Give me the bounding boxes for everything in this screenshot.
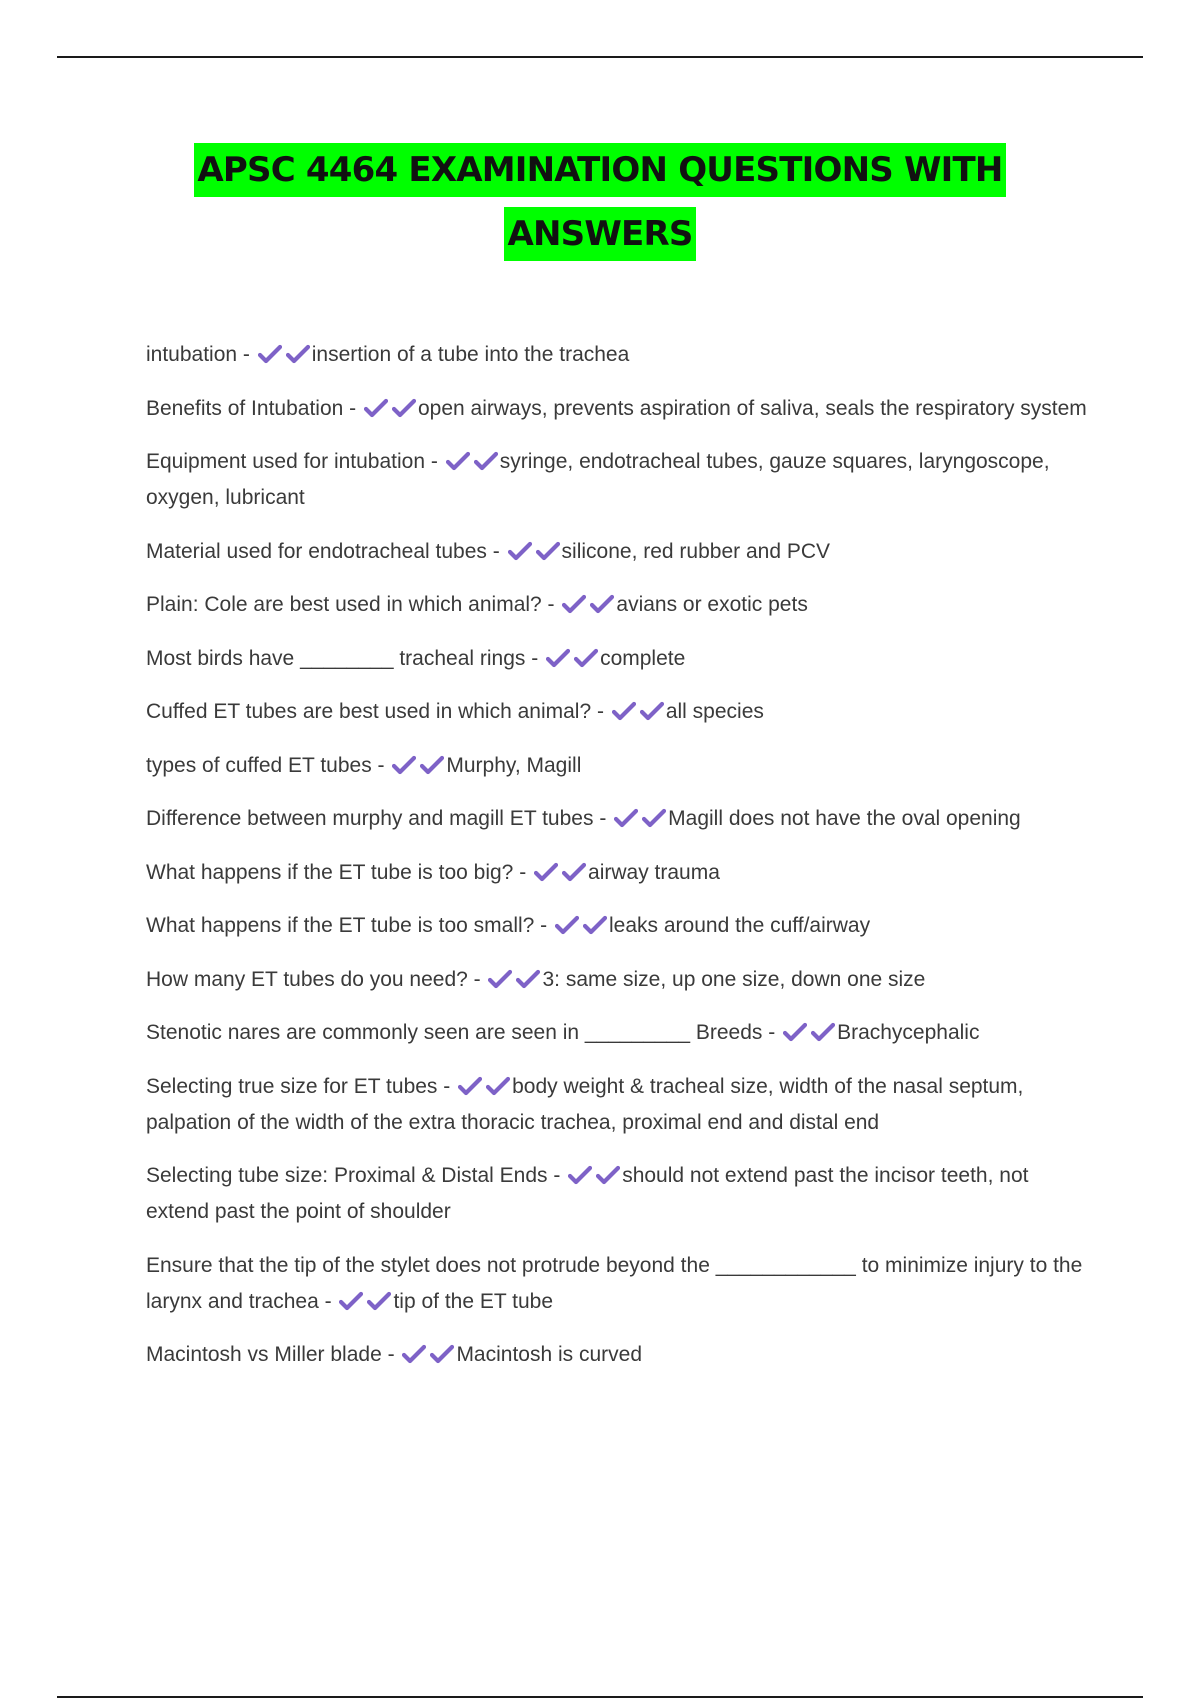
check-mark-icon <box>612 701 638 721</box>
question-text: Cuffed ET tubes are best used in which animal? <box>146 700 592 723</box>
check-mark-icon <box>392 755 418 775</box>
check-mark-icon <box>642 808 668 828</box>
separator: - <box>541 593 561 616</box>
question-text: types of cuffed ET tubes <box>146 753 372 777</box>
question-text: Difference between murphy and magill ET tubes <box>146 807 594 830</box>
check-mark-icon <box>568 1165 594 1185</box>
question-text: How many ET tubes do you need? <box>146 967 468 991</box>
separator: - <box>467 967 487 991</box>
qa-item <box>146 908 1096 944</box>
check-mark-icon <box>420 755 446 775</box>
answer-text: all species <box>665 700 764 723</box>
question-text: Benefits of Intubation <box>146 396 344 420</box>
check-mark-icon <box>458 1076 484 1096</box>
question-text: Ensure that the tip of the stylet does not protrude beyond the ____________ to minimize injury to the larynx and trachea <box>146 1253 1083 1313</box>
answer-text: complete <box>600 646 686 670</box>
check-mark-icon <box>534 862 560 882</box>
question-text: What happens if the ET tube is too big? <box>146 860 514 884</box>
qa-item <box>146 641 1096 677</box>
check-mark-icon <box>258 344 284 364</box>
check-mark-icon <box>339 1291 365 1311</box>
answer-text: avians or exotic pets <box>616 593 808 616</box>
question-text: Material used for endotracheal tubes <box>146 539 487 563</box>
qa-item <box>146 1015 1096 1051</box>
separator: - <box>534 914 553 937</box>
check-mark-icon <box>583 915 609 935</box>
qa-item <box>146 801 1096 837</box>
answer-text: Macintosh is curved <box>456 1343 643 1366</box>
check-mark-icon <box>574 648 600 668</box>
answer-text: tip of the ET tube <box>393 1289 554 1313</box>
check-mark-icon <box>367 1291 393 1311</box>
check-mark-icon <box>392 398 418 418</box>
check-mark-icon <box>555 915 581 935</box>
check-mark-icon <box>516 969 542 989</box>
answer-text: Magill does not have the oval opening <box>668 807 1021 830</box>
separator: - <box>513 860 533 884</box>
answer-text: insertion of a tube into the trachea <box>311 343 630 366</box>
question-text: Selecting tube size: Proximal & Distal Ends <box>146 1164 548 1187</box>
qa-item <box>146 855 1096 891</box>
qa-item <box>146 1069 1096 1141</box>
check-mark-icon <box>783 1022 809 1042</box>
check-mark-icon <box>614 808 640 828</box>
answer-text: open airways, prevents aspiration of saliva, seals the respiratory system <box>417 396 1087 420</box>
qa-item <box>146 587 1096 623</box>
answer-text: leaks around the cuff/airway <box>609 914 871 937</box>
separator: - <box>591 700 610 723</box>
check-mark-icon <box>640 701 666 721</box>
check-mark-icon <box>446 451 472 471</box>
qa-item <box>146 962 1096 998</box>
separator: - <box>762 1021 782 1044</box>
answer-text: body weight & tracheal size, width of the nasal septum, palpation of the width of the extra thoracic trachea, proximal end and distal end <box>146 1074 1024 1134</box>
question-text: intubation <box>146 343 238 366</box>
check-mark-icon <box>811 1022 837 1042</box>
check-mark-icon <box>474 451 500 471</box>
check-mark-icon <box>596 1165 622 1185</box>
separator: - <box>237 343 256 366</box>
separator: - <box>425 450 444 473</box>
qa-list <box>146 337 1096 1391</box>
answer-text: airway trauma <box>588 860 720 884</box>
qa-item <box>146 694 1096 730</box>
check-mark-icon <box>562 594 588 614</box>
qa-item <box>146 337 1096 373</box>
separator: - <box>343 396 362 420</box>
question-text: Selecting true size for ET tubes <box>146 1074 438 1098</box>
top-rule <box>57 56 1143 58</box>
question-text: Stenotic nares are commonly seen are seen in _________ Breeds <box>146 1021 763 1044</box>
check-mark-icon <box>286 344 312 364</box>
check-mark-icon <box>486 1076 512 1096</box>
separator: - <box>486 539 506 563</box>
check-mark-icon <box>536 541 562 561</box>
check-mark-icon <box>562 862 588 882</box>
check-mark-icon <box>546 648 572 668</box>
title-line-2: ANSWERS <box>504 207 695 261</box>
separator: - <box>593 807 613 830</box>
check-mark-icon <box>364 398 390 418</box>
separator: - <box>371 753 391 777</box>
check-mark-icon <box>590 594 616 614</box>
qa-item <box>146 1248 1096 1320</box>
question-text: Macintosh vs Miller blade <box>146 1343 382 1366</box>
check-mark-icon <box>508 541 534 561</box>
answer-text: Murphy, Magill <box>446 753 582 777</box>
bottom-rule <box>57 1696 1143 1698</box>
separator: - <box>525 646 545 670</box>
check-mark-icon <box>402 1344 428 1364</box>
separator: - <box>318 1289 338 1313</box>
qa-item <box>146 391 1096 427</box>
check-mark-icon <box>488 969 514 989</box>
answer-text: 3: same size, up one size, down one size <box>542 967 926 991</box>
qa-item <box>146 444 1096 516</box>
question-text: Plain: Cole are best used in which animal? <box>146 593 542 616</box>
question-text: Equipment used for intubation <box>146 450 426 473</box>
answer-text: should not extend past the incisor teeth, not extend past the point of shoulder <box>146 1164 1029 1223</box>
qa-item <box>146 1337 1096 1373</box>
document-title <box>57 143 1143 271</box>
qa-item <box>146 534 1096 570</box>
answer-text: Brachycephalic <box>837 1021 980 1044</box>
question-text: What happens if the ET tube is too small? <box>146 914 535 937</box>
qa-item <box>146 1158 1096 1230</box>
answer-text: silicone, red rubber and PCV <box>561 539 831 563</box>
question-text: Most birds have ________ tracheal rings <box>146 646 526 670</box>
qa-item <box>146 748 1096 784</box>
title-line-1: APSC 4464 EXAMINATION QUESTIONS WITH <box>194 143 1005 197</box>
separator: - <box>381 1343 401 1366</box>
answer-text: syringe, endotracheal tubes, gauze squares, laryngoscope, oxygen, lubricant <box>146 450 1050 509</box>
check-mark-icon <box>430 1344 456 1364</box>
separator: - <box>437 1074 457 1098</box>
separator: - <box>547 1164 567 1187</box>
